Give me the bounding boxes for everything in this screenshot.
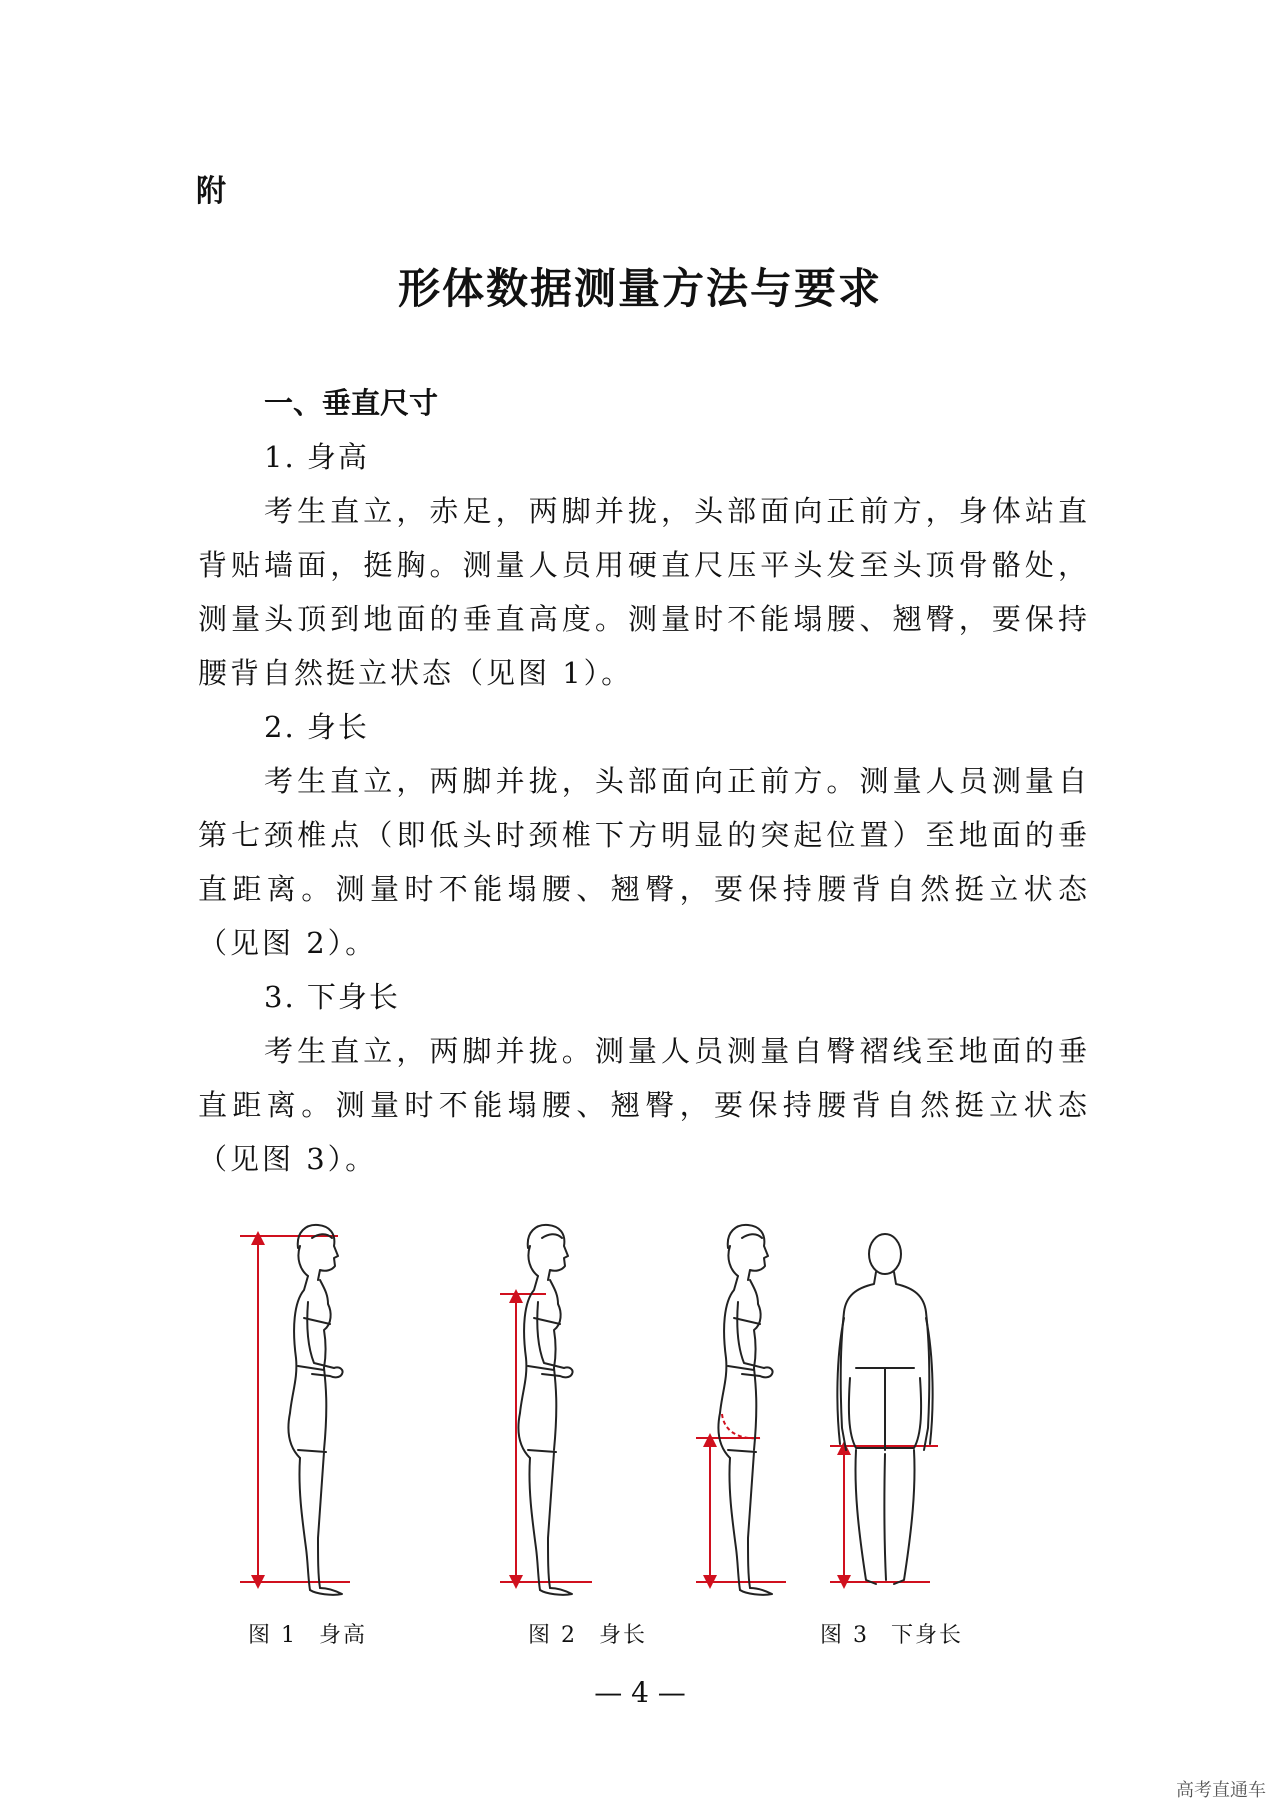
figure-3-lower-body-length-back-illustration <box>830 1234 938 1584</box>
watermark: 高考直通车 <box>1176 1780 1266 1801</box>
figure-2-label: 身长 <box>599 1623 648 1648</box>
figure-2-caption <box>528 1618 647 1649</box>
figure-2-body-length-illustration <box>500 1225 592 1595</box>
document-title: 形体数据测量方法与要求 <box>397 264 882 313</box>
paragraph-body-length: 考生直立，两脚并拢，头部面向正前方。测量人员测量自第七颈椎点（即低头时颈椎下方明显的突起位置）至地面的垂直距离。测量时不能塌腰、翘臀，要保持腰背自然挺立状态（见图 2）。 <box>198 764 1090 960</box>
figure-3-label: 下身长 <box>891 1623 964 1648</box>
page-number: — 4 — <box>594 1676 686 1709</box>
figure-3-lower-body-length-side-illustration <box>696 1225 786 1595</box>
figure-3-caption <box>820 1618 963 1649</box>
paragraph-height: 考生直立，赤足，两脚并拢，头部面向正前方，身体站直背贴墙面，挺胸。测量人员用硬直尺压平头发至头顶骨骼处，测量头顶到地面的垂直高度。测量时不能塌腰、翘臀，要保持腰背自然挺立状态（见图 1）。 <box>198 494 1090 690</box>
measurement-figures <box>200 1218 1100 1608</box>
figure-1-caption <box>248 1618 367 1649</box>
figure-1-label: 身高 <box>319 1623 368 1648</box>
figure-1-number: 图 1 <box>248 1623 297 1648</box>
figure-2-number: 图 2 <box>528 1623 577 1648</box>
document-body <box>198 376 1090 1186</box>
figure-1-height-illustration <box>240 1225 350 1595</box>
item-heading-body-length: 2. 身长 <box>264 710 369 744</box>
item-heading-lower-body-length: 3. 下身长 <box>264 980 400 1014</box>
annex-label: 附 <box>196 174 226 209</box>
figure-3-number: 图 3 <box>820 1623 869 1648</box>
item-heading-height: 1. 身高 <box>264 440 369 474</box>
paragraph-lower-body-length: 考生直立，两脚并拢。测量人员测量自臀褶线至地面的垂直距离。测量时不能塌腰、翘臀，要保持腰背自然挺立状态（见图 3）。 <box>198 1034 1090 1176</box>
section-heading: 一、垂直尺寸 <box>264 386 439 420</box>
figures-illustration <box>200 1218 1100 1608</box>
